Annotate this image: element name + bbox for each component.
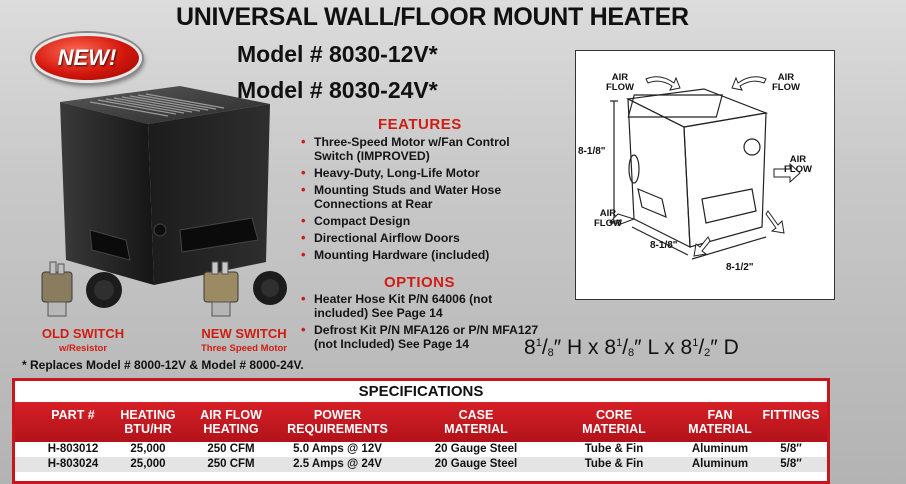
feature-item: • Mounting Studs and Water Hose Connections at Rear: [300, 183, 550, 211]
new-switch-sublabel: Three Speed Motor: [200, 343, 288, 354]
column-header: CASE MATERIAL: [444, 408, 508, 436]
model-number-24v: Model # 8030-24V*: [237, 77, 438, 103]
old-switch-image: [38, 258, 128, 322]
table-cell: Aluminum: [691, 458, 749, 470]
specifications-table: [12, 378, 830, 484]
model-number-12v: Model # 8030-12V*: [237, 41, 438, 67]
column-header: AIR FLOW HEATING: [200, 408, 262, 436]
new-badge: NEW!: [32, 33, 142, 83]
column-header: HEATING BTU/HR: [120, 408, 176, 436]
table-cell: 20 Gauge Steel: [434, 458, 518, 470]
feature-item: • Compact Design: [300, 214, 550, 228]
table-cell: 250 CFM: [207, 443, 255, 455]
features-list: [300, 135, 550, 265]
dimensions-text: $8^1/_8''$ H x $8^1/_8''$ L x $8^1/_2''$ D: [524, 336, 739, 359]
table-cell: Tube & Fin: [584, 458, 644, 470]
dimension-length-label: 8-1/8": [650, 240, 678, 251]
specifications-header-row: [15, 402, 827, 442]
options-heading: OPTIONS: [384, 274, 456, 291]
table-cell: 5.0 Amps @ 12V: [293, 443, 382, 455]
column-header: FITTINGS: [762, 408, 820, 422]
old-switch-label: OLD SWITCH: [41, 326, 125, 341]
table-cell: 2.5 Amps @ 24V: [293, 458, 382, 470]
table-cell: 25,000: [130, 458, 166, 470]
airflow-label-left: AIR FLOW: [594, 208, 622, 229]
column-header: CORE MATERIAL: [582, 408, 646, 436]
table-cell: 5/8″: [780, 443, 802, 455]
old-switch-sublabel: w/Resistor: [58, 343, 108, 354]
feature-item: • Mounting Hardware (included): [300, 248, 550, 262]
feature-item: • Directional Airflow Doors: [300, 231, 550, 245]
feature-item: • Heavy-Duty, Long-Life Motor: [300, 166, 550, 180]
table-cell: H-803012: [47, 443, 99, 455]
table-cell: H-803024: [47, 458, 99, 470]
table-cell: 20 Gauge Steel: [434, 443, 518, 455]
new-switch-image: [198, 258, 298, 322]
option-item: • Defrost Kit P/N MFA126 or P/N MFA127 (not Included) See Page 14: [300, 323, 540, 351]
options-list: [300, 292, 540, 354]
specifications-title: SPECIFICATIONS: [15, 381, 827, 402]
column-header: FAN MATERIAL: [688, 408, 752, 436]
dimension-height-label: 8-1/8": [578, 146, 606, 157]
features-heading: FEATURES: [378, 116, 462, 133]
option-item: • Heater Hose Kit P/N 64006 (not included) See Page 14: [300, 292, 540, 320]
airflow-label-right: AIR FLOW: [784, 154, 812, 175]
table-cell: 25,000: [130, 443, 166, 455]
feature-item: • Three-Speed Motor w/Fan Control Switch (IMPROVED): [300, 135, 550, 163]
table-row: [15, 442, 827, 457]
table-row: [15, 457, 827, 472]
replacement-note: * Replaces Model # 8000-12V & Model # 8000-24V.: [22, 358, 304, 372]
dimension-depth-label: 8-1/2": [726, 262, 754, 273]
table-cell: 5/8″: [780, 458, 802, 470]
new-switch-label: NEW SWITCH: [201, 326, 287, 341]
table-cell: 250 CFM: [207, 458, 255, 470]
page-title: UNIVERSAL WALL/FLOOR MOUNT HEATER: [176, 3, 689, 31]
table-cell: Aluminum: [691, 443, 749, 455]
dimension-diagram: [575, 50, 835, 300]
column-header: POWER REQUIREMENTS: [287, 408, 388, 436]
airflow-label-top-left: AIR FLOW: [606, 72, 634, 93]
column-header: PART #: [51, 408, 95, 422]
airflow-label-top-right: AIR FLOW: [772, 72, 800, 93]
table-cell: Tube & Fin: [584, 443, 644, 455]
